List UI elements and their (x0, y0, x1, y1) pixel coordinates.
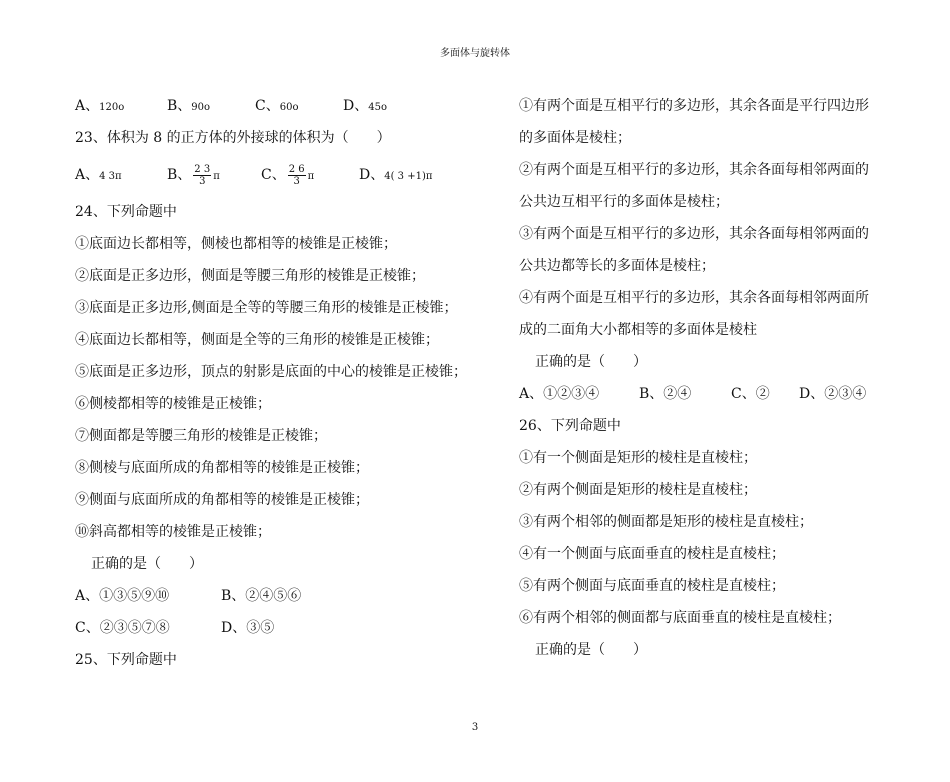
q23-options (75, 154, 485, 196)
q22-option-c: C、60o (255, 98, 299, 114)
q25-option-b: B、②④ (639, 386, 692, 402)
q23-stem: 23、体积为 8 的正方体的外接球的体积为（ ） (75, 130, 391, 146)
q24-item: ①底面边长都相等，侧棱也都相等的棱锥是正棱锥； (75, 236, 397, 252)
q25-stem: 25、下列命题中 (75, 652, 177, 668)
q25-option-a: A、①②③④ (519, 386, 600, 402)
q23-option-a: A、4 3π (75, 167, 122, 183)
q26-stem: 26、下列命题中 (519, 418, 621, 434)
q24-item: ⑨侧面与底面所成的角都相等的棱锥是正棱锥； (75, 492, 369, 508)
q23-option-c-fraction: $\frac{2 6}{3}$ (288, 163, 305, 187)
q26-item: ①有一个侧面是矩形的棱柱是直棱柱； (519, 450, 757, 466)
q22-option-b: B、90o (167, 98, 211, 114)
q25-item: 公共边互相平行的多面体是棱柱； (519, 194, 729, 210)
q26-item: ②有两个侧面是矩形的棱柱是直棱柱； (519, 482, 757, 498)
q24-item: ③底面是正多边形,侧面是全等的等腰三角形的棱锥是正棱锥； (75, 300, 458, 316)
q22-option-a: A、120o (75, 98, 125, 114)
q24-item: ④底面边长都相等，侧面是全等的三角形的棱锥是正棱锥； (75, 332, 439, 348)
q25-item: ②有两个面是互相平行的多边形，其余各面每相邻两面的 (519, 162, 869, 178)
page-header: 多面体与旋转体 (440, 48, 510, 59)
q26-item: ⑥有两个相邻的侧面都与底面垂直的棱柱是直棱柱； (519, 610, 841, 626)
q23-option-d: D、4( 3 +1)π (359, 167, 433, 183)
q22-option-d: D、45o (343, 98, 387, 114)
q24-options-row-2 (75, 612, 485, 644)
right-column (519, 90, 919, 666)
q26-item: ③有两个相邻的侧面都是矩形的棱柱是直棱柱； (519, 514, 813, 530)
left-column (75, 90, 485, 676)
q24-item: ⑤底面是正多边形，顶点的射影是底面的中心的棱锥是正棱锥； (75, 364, 467, 380)
q25-item: ④有两个面是互相平行的多边形，其余各面每相邻两面所 (519, 290, 869, 306)
q26-item: ④有一个侧面与底面垂直的棱柱是直棱柱； (519, 546, 785, 562)
q23-option-c: C、 $\frac{2 6}{3}$ π (261, 163, 315, 187)
q24-stem: 24、下列命题中 (75, 204, 177, 220)
q24-item: ②底面是正多边形，侧面是等腰三角形的棱锥是正棱锥； (75, 268, 425, 284)
q22-options (75, 90, 485, 122)
q24-prompt: 正确的是（ ） (91, 556, 203, 572)
q24-option-c: C、②③⑤⑦⑧ (75, 620, 170, 636)
q25-item: 的多面体是棱柱； (519, 130, 631, 146)
q25-options (519, 378, 919, 410)
q26-item: ⑤有两个侧面与底面垂直的棱柱是直棱柱； (519, 578, 785, 594)
q25-item: ③有两个面是互相平行的多边形，其余各面每相邻两面的 (519, 226, 869, 242)
q24-option-d: D、③⑤ (221, 620, 275, 636)
q25-item: 公共边都等长的多面体是棱柱； (519, 258, 715, 274)
q24-item: ⑦侧面都是等腰三角形的棱锥是正棱锥； (75, 428, 327, 444)
q24-item: ⑧侧棱与底面所成的角都相等的棱锥是正棱锥； (75, 460, 369, 476)
q24-item: ⑥侧棱都相等的棱锥是正棱锥； (75, 396, 271, 412)
q25-option-d: D、②③④ (799, 386, 867, 402)
q24-options-row-1 (75, 580, 485, 612)
q25-prompt: 正确的是（ ） (535, 354, 647, 370)
q23-option-b-fraction: $\frac{2 3}{3}$ (194, 163, 211, 187)
q24-option-a: A、①③⑤⑨⑩ (75, 588, 170, 604)
page-number: 3 (471, 722, 479, 733)
q25-item: ①有两个面是互相平行的多边形，其余各面是平行四边形 (519, 98, 869, 114)
q24-item: ⑩斜高都相等的棱锥是正棱锥； (75, 524, 271, 540)
q25-item: 成的二面角大小都相等的多面体是棱柱 (519, 322, 757, 338)
q24-option-b: B、②④⑤⑥ (221, 588, 302, 604)
q25-option-c: C、② (731, 386, 770, 402)
q23-option-b: B、 $\frac{2 3}{3}$ π (167, 163, 220, 187)
q26-prompt: 正确的是（ ） (535, 642, 647, 658)
